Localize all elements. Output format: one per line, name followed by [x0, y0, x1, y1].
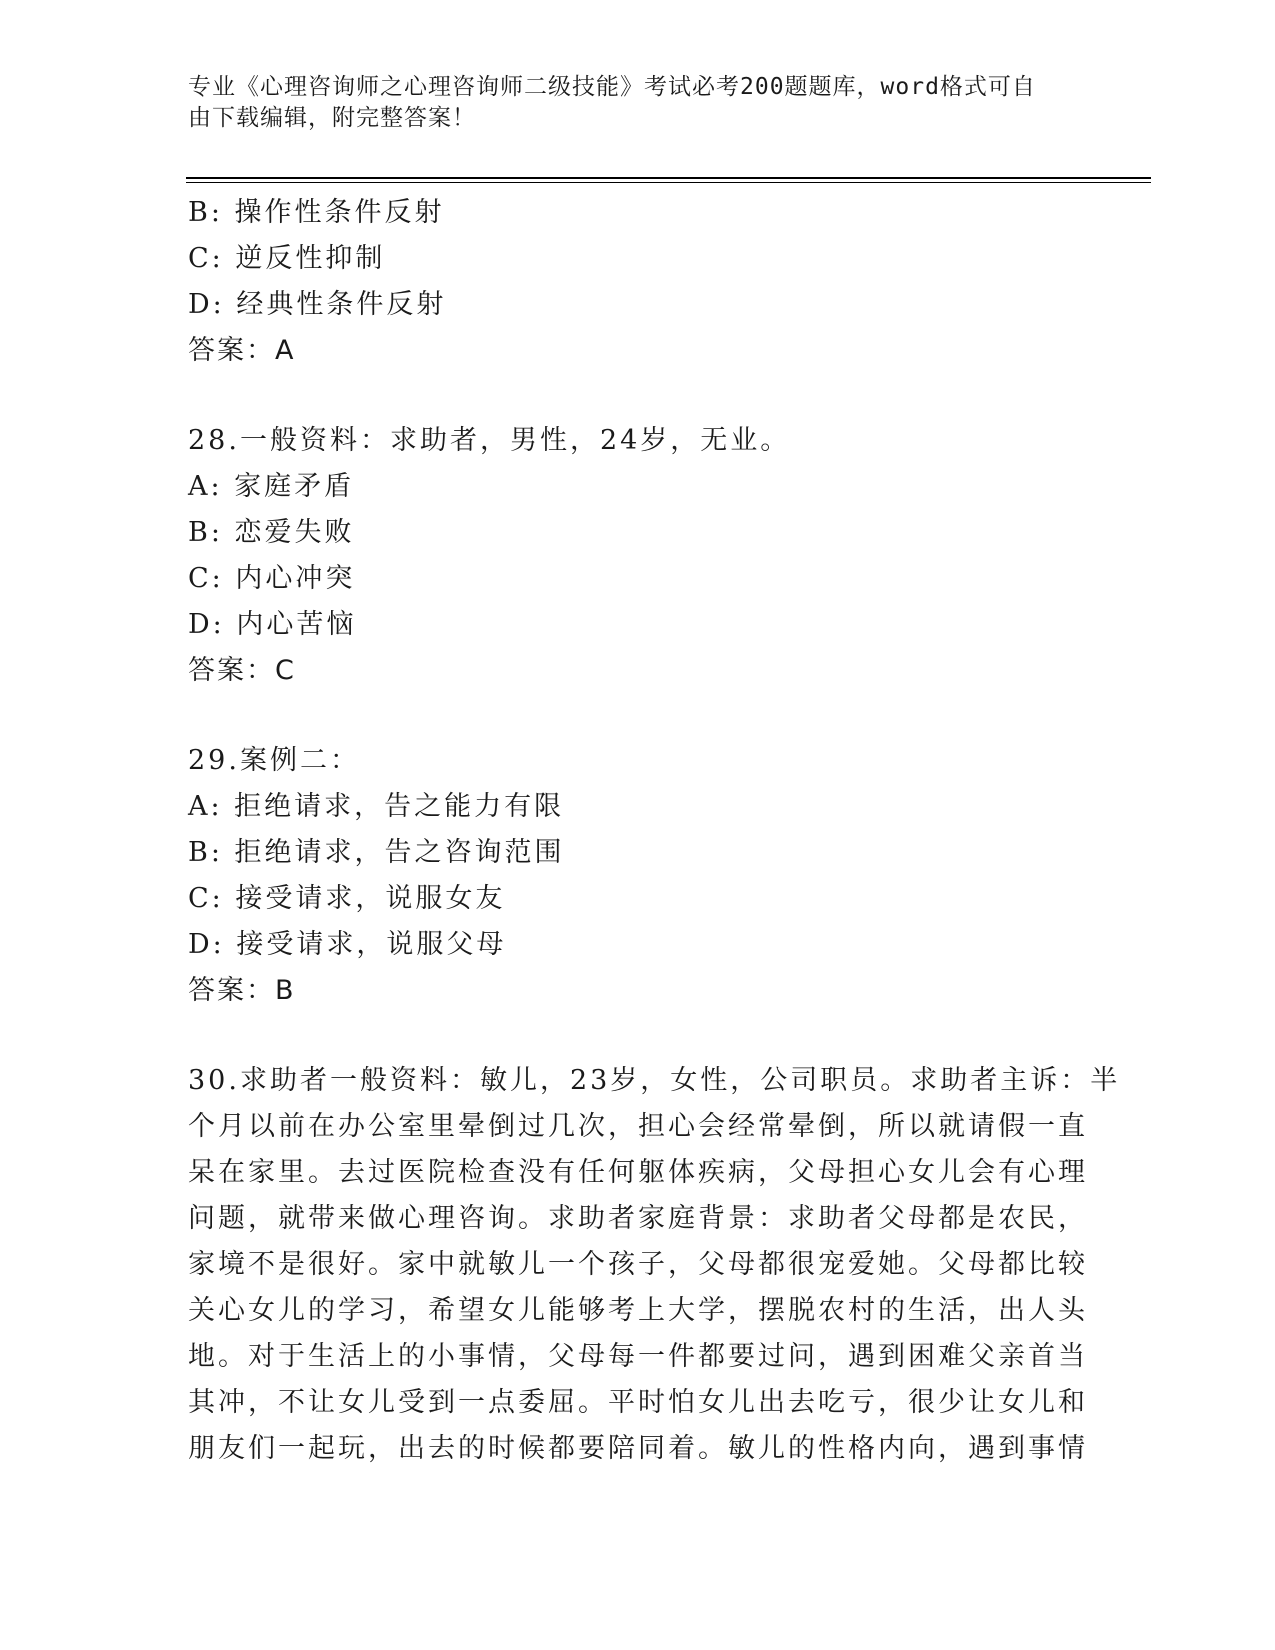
question-29-block: [188, 738, 1088, 1014]
option-d: D: 经典性条件反射: [188, 289, 447, 320]
document-body: [188, 190, 1121, 1472]
header-line-1: 专业《心理咨询师之心理咨询师二级技能》考试必考200题题库，word格式可自: [188, 74, 1036, 100]
option-c: C: 内心冲突: [188, 563, 356, 594]
header-line-2: 由下载编辑，附完整答案！: [188, 105, 476, 131]
spacer: [188, 694, 1088, 738]
paragraph-line: 关心女儿的学习，希望女儿能够考上大学，摆脱农村的生活，出人头: [188, 1295, 1088, 1326]
paragraph-line: 地。对于生活上的小事情，父母每一件都要过问，遇到困难父亲首当: [188, 1341, 1088, 1372]
header-divider-thick: [186, 177, 1151, 179]
question-28-block: [188, 418, 1088, 694]
option-b: B: 操作性条件反射: [188, 197, 445, 228]
option-d: D: 接受请求，说服父母: [188, 929, 507, 960]
paragraph-line: 个月以前在办公室里晕倒过几次，担心会经常晕倒，所以就请假一直: [188, 1111, 1088, 1142]
answer-line: 答案：B: [188, 975, 296, 1006]
question-30-block: [188, 1058, 1121, 1472]
document-header: [188, 72, 1068, 134]
option-a: A: 拒绝请求，告之能力有限: [188, 791, 565, 822]
option-b: B: 拒绝请求，告之咨询范围: [188, 837, 565, 868]
option-d: D: 内心苦恼: [188, 609, 357, 640]
previous-question-block: [188, 190, 1088, 374]
header-divider-thin: [186, 182, 1151, 183]
spacer: [188, 1014, 1088, 1058]
paragraph-line: 朋友们一起玩，出去的时候都要陪同着。敏儿的性格内向，遇到事情: [188, 1433, 1088, 1464]
paragraph-line: 问题，就带来做心理咨询。求助者家庭背景：求助者父母都是农民，: [188, 1203, 1088, 1234]
option-c: C: 逆反性抑制: [188, 243, 386, 274]
answer-line: 答案：A: [188, 335, 296, 366]
paragraph-line: 30.求助者一般资料：敏儿，23岁，女性，公司职员。求助者主诉：半: [188, 1065, 1121, 1096]
question-stem: 28.一般资料：求助者，男性，24岁，无业。: [188, 425, 791, 456]
answer-line: 答案：C: [188, 655, 296, 686]
paragraph-line: 家境不是很好。家中就敏儿一个孩子，父母都很宠爱她。父母都比较: [188, 1249, 1088, 1280]
paragraph-line: 其冲，不让女儿受到一点委屈。平时怕女儿出去吃亏，很少让女儿和: [188, 1387, 1088, 1418]
paragraph-line: 呆在家里。去过医院检查没有任何躯体疾病，父母担心女儿会有心理: [188, 1157, 1088, 1188]
option-c: C: 接受请求，说服女友: [188, 883, 506, 914]
question-stem: 29.案例二：: [188, 745, 360, 776]
option-b: B: 恋爱失败: [188, 517, 355, 548]
option-a: A: 家庭矛盾: [188, 471, 355, 502]
spacer: [188, 374, 1088, 418]
